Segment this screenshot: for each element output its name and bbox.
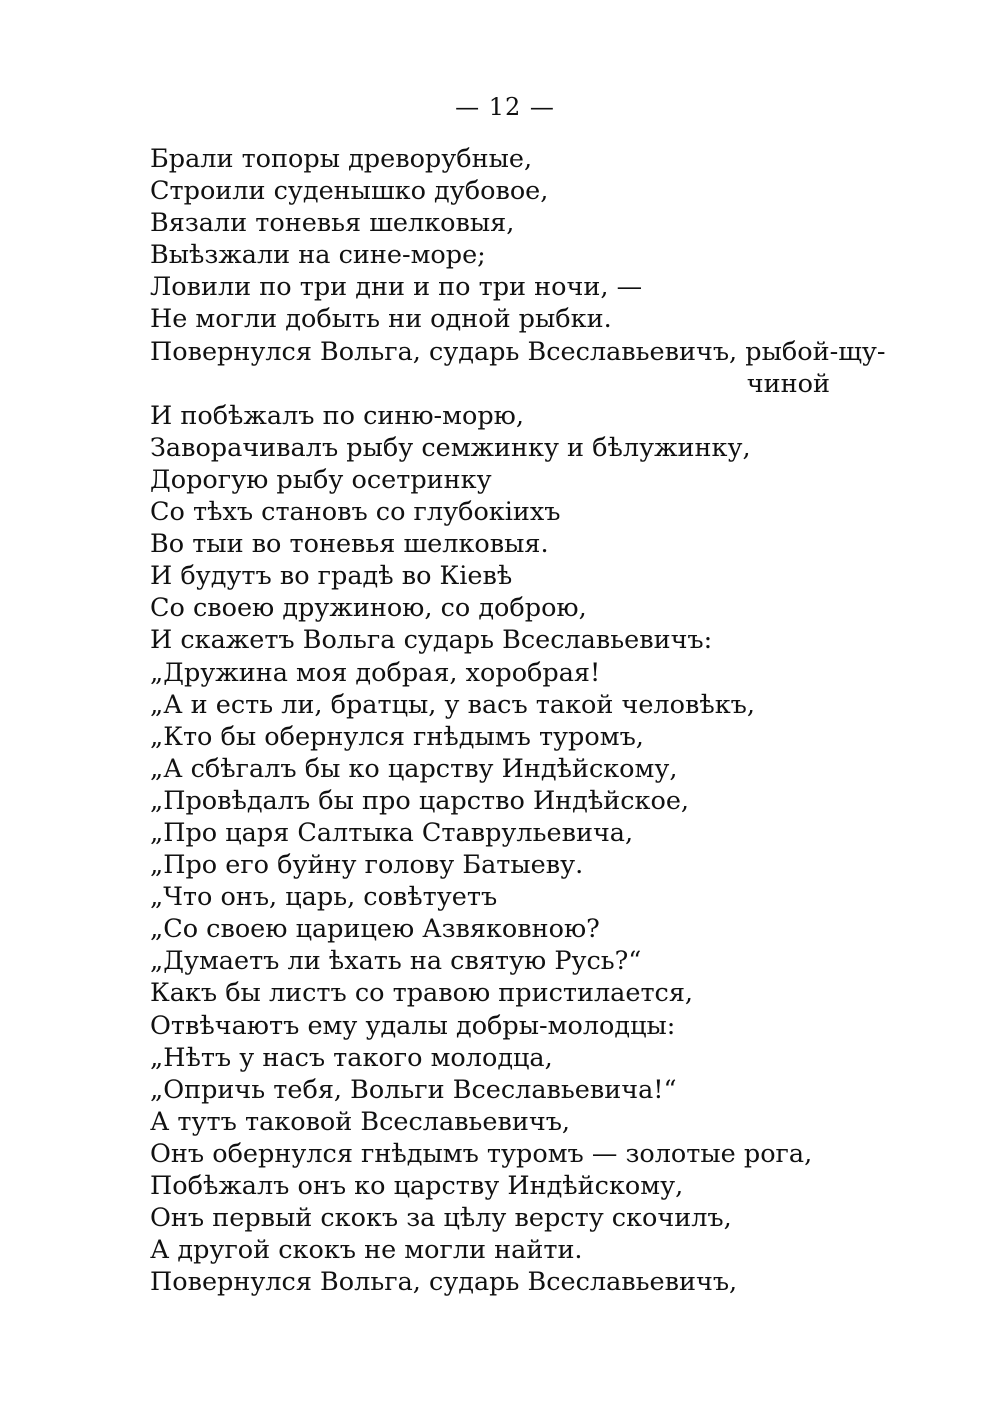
- verse-line-14: Со своею дружиною, со доброю,: [150, 593, 587, 624]
- verse-line-30: А тутъ таковой Всеславьевичъ,: [150, 1106, 571, 1137]
- verse-line-9: Заворачивалъ рыбу семжинку и бѣлужинку,: [150, 432, 751, 463]
- verse-line-2: Строили суденышко дубовое,: [150, 176, 549, 207]
- verse-line-1: Брали топоры древорубные,: [150, 144, 533, 174]
- verse-line-10: Дорогую рыбу осетринку: [150, 464, 492, 495]
- verse-line-4: Выѣзжали на сине-море;: [150, 240, 486, 271]
- verse-line-34: А другой скокъ не могли найти.: [150, 1235, 583, 1266]
- verse-line-28: „Нѣтъ у насъ такого молодца,: [150, 1042, 553, 1073]
- page-number: — 12 —: [455, 93, 555, 121]
- verse-line-13: И будутъ во градѣ во Кіевѣ: [150, 561, 513, 592]
- verse-line-33: Онъ первый скокъ за цѣлу версту скочилъ,: [150, 1203, 732, 1234]
- verse-line-8: И побѣжалъ по синю-морю,: [150, 400, 524, 431]
- verse-line-15: И скажетъ Вольга сударь Всеславьевичъ:: [150, 625, 713, 656]
- verse-line-5: Ловили по три дни и по три ночи, —: [150, 272, 643, 303]
- verse-line-19: „А сбѣгалъ бы ко царству Индѣйскому,: [150, 753, 678, 784]
- verse-line-16: „Дружина моя добрая, хоробрая!: [150, 657, 601, 688]
- verse-line-20: „Провѣдалъ бы про царство Индѣйское,: [150, 785, 690, 816]
- verse-line-25: „Думаетъ ли ѣхать на святую Русь?“: [150, 946, 642, 977]
- verse-line-23: „Что онъ, царь, совѣтуетъ: [150, 882, 498, 913]
- verse-line-17: „А и есть ли, братцы, у васъ такой человѣкъ,: [150, 689, 755, 720]
- verse-line-12: Во тыи во тоневья шелковыя.: [150, 529, 549, 560]
- verse-line-21: „Про царя Салтыка Ставрульевича,: [150, 817, 634, 848]
- verse-line-22: „Про его буйну голову Батыеву.: [150, 850, 584, 881]
- verse-line-6: Не могли добыть ни одной рыбки.: [150, 304, 612, 335]
- verse-line-32: Побѣжалъ онъ ко царству Индѣйскому,: [150, 1171, 684, 1201]
- verse-line-24: „Со своею царицею Азвяковною?: [150, 914, 600, 945]
- verse-line-35: Повернулся Вольга, сударь Всеславьевичъ,: [150, 1267, 738, 1298]
- verse-line-7-continuation: чиной: [746, 368, 830, 399]
- verse-line-3: Вязали тоневья шелковыя,: [150, 208, 515, 239]
- verse-text: [150, 143, 886, 1298]
- verse-line-29: „Опричь тебя, Вольги Всеславьевича!“: [150, 1074, 677, 1105]
- verse-line-11: Со тѣхъ становъ со глубокіихъ: [150, 497, 561, 528]
- verse-line-7: Повернулся Вольга, сударь Всеславьевичъ, рыбой-щу-: [150, 336, 886, 367]
- verse-line-26: Какъ бы листъ со травою пристилается,: [150, 978, 694, 1009]
- verse-line-31: Онъ обернулся гнѣдымъ туромъ — золотые рога,: [150, 1138, 813, 1169]
- verse-line-27: Отвѣчаютъ ему удалы добры-молодцы:: [150, 1010, 676, 1041]
- verse-line-18: „Кто бы обернулся гнѣдымъ туромъ,: [150, 721, 644, 752]
